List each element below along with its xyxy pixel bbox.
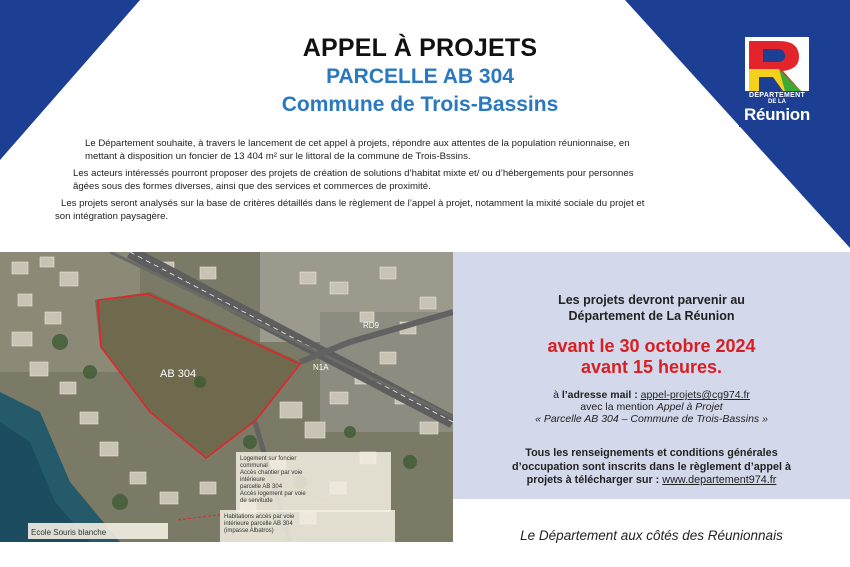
svg-text:Logement sur foncier: Logement sur foncier [240, 456, 297, 462]
svg-text:Accès chantier par voie: Accès chantier par voie [240, 470, 303, 476]
svg-text:intérieure: intérieure [240, 477, 266, 483]
terms-line-1: Tous les renseignements et conditions générales [525, 447, 778, 459]
mention-line-2: « Parcelle AB 304 – Commune de Trois-Bassins » [535, 413, 768, 425]
email-link[interactable]: appel-projets@cg974.fr [640, 389, 750, 401]
page-subtitle-commune: Commune de Trois-Bassins [281, 93, 559, 116]
corner-triangle-left [0, 0, 140, 160]
page-header [200, 33, 640, 119]
svg-text:parcelle AB 304: parcelle AB 304 [240, 484, 283, 490]
page-title: APPEL À PROJETS [302, 34, 538, 62]
aerial-map [0, 252, 453, 542]
submission-line-2: Département de La Réunion [568, 309, 735, 323]
mention-prefix: avec la mention [580, 401, 657, 413]
addr-label: l’adresse mail : [561, 389, 641, 401]
road-rd9-label: RD9 [363, 321, 380, 330]
svg-text:intérieure parcelle AB 304: intérieure parcelle AB 304 [224, 521, 293, 527]
logo-line2: DE LA [768, 99, 786, 105]
addr-prefix: à [553, 389, 562, 401]
parcel-label: AB 304 [160, 368, 197, 380]
departement-logo [739, 33, 815, 127]
corner-triangle-right [625, 0, 850, 248]
mention-italic: Appel à Projet [656, 401, 723, 413]
website-link[interactable]: www.departement974.fr [662, 474, 777, 486]
svg-text:Habitations accès par voie: Habitations accès par voie [224, 514, 295, 520]
svg-text:de servitude: de servitude [240, 498, 273, 504]
email-info [453, 389, 850, 425]
deadline-date: avant le 30 octobre 2024 [547, 336, 756, 356]
svg-text:Accès logement par voie: Accès logement par voie [240, 491, 306, 497]
submission-panel [453, 252, 850, 499]
submission-heading [453, 292, 850, 324]
svg-text:(impasse Albatros): (impasse Albatros) [224, 528, 274, 534]
submission-line-1: Les projets devront parvenir au [558, 293, 745, 307]
school-label: Ecole Souris blanche [31, 528, 107, 537]
terms-line-3: projets à télécharger sur : [526, 474, 663, 486]
intro-text [55, 138, 655, 228]
svg-text:communal: communal [240, 463, 268, 469]
logo-r-mark-icon [739, 33, 815, 93]
deadline-time: avant 15 heures. [580, 357, 723, 377]
logo-line1: DÉPARTEMENT [748, 92, 806, 99]
intro-paragraph-1: Le Département souhaite, à travers le lancement de cet appel à projets, répondre aux attentes de la population réunionnaise, en mettant à disposition un foncier de 13 404 m² sur le littoral de la commune de Trois-Bssins. [85, 138, 630, 162]
page-subtitle-parcel: PARCELLE AB 304 [326, 65, 514, 88]
logo-line3: Réunion [744, 105, 810, 124]
terms-line-2: d’occupation sont inscrits dans le règlement d’appel à [512, 460, 791, 473]
tagline: Le Département aux côtés des Réunionnais [520, 528, 783, 543]
terms-info [453, 447, 850, 488]
intro-paragraph-3: Les projets seront analysés sur la base de critères détaillés dans le règlement de l’appel à projet, notamment la mixité sociale du projet et son intégration paysagère. [55, 198, 645, 222]
deadline [453, 336, 850, 378]
road-n1a-label: N1A [313, 363, 329, 372]
intro-paragraph-2: Les acteurs intéressés pourront proposer des projets de création de solutions d’habitat mixte et/ ou d’hébergements pour personnes âgées sous des formes diverses, ainsi que des services et commerces de proximité. [73, 168, 634, 192]
